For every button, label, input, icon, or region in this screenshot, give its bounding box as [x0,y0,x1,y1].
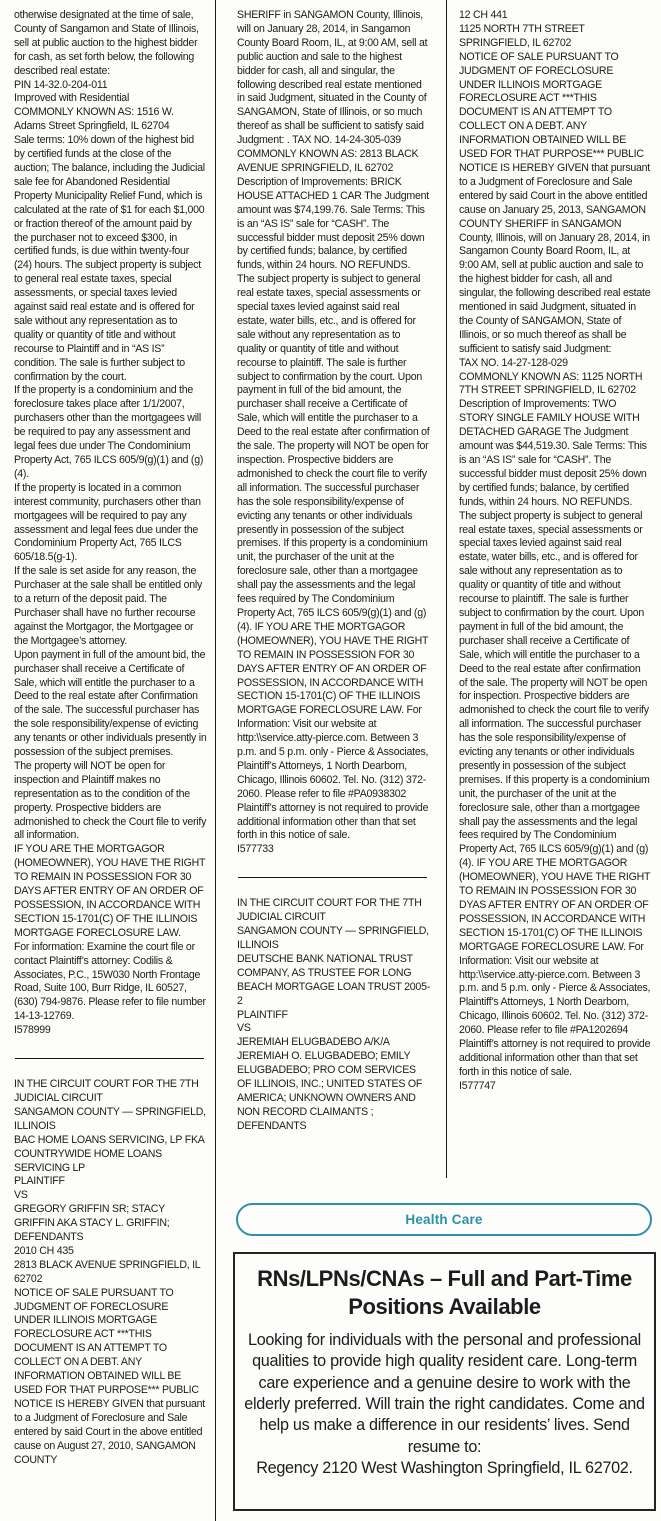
notice-paragraph: 12 CH 441 [459,9,508,21]
notice-paragraph: PIN 14-32.0-204-011 [14,78,108,91]
notice-paragraph: PLAINTIFF [14,1175,65,1188]
notice-paragraph: otherwise designated at the time of sale, County of Sangamon and State of Illinois, sell at public auction to the highest bidder for cash, as set forth below, the following described real estate: [14,9,199,77]
notice-paragraph: I577733 [237,843,274,856]
notice-paragraph: Sale terms: 10% down of the highest bid by certified funds at the close of the auction; The balance, including the Judicial sale fee for Abandoned Residential Property Municipality Relief Fund, which is calculated at the rate of $1 for each $1,000 or fraction thereof of the amount paid by the purchaser not to exceed $300, in certified funds, is due within twenty-four (24) hours. The subject property is subject to general real estate taxes, special assessments, or special taxes levied against said real estate and is offered for sale without any representation as to quality or quantity of title and without recourse to Plaintiff and in “AS IS” condition. The sale is further subject to confirmation by the court. [14,134,205,383]
health-care-section-label: Health Care [405,1212,483,1227]
column-middle [237,9,430,1134]
notice-paragraph: I577747 [459,1079,496,1092]
column-left [14,9,207,1467]
notice-paragraph: DEFENDANTS [237,1119,307,1132]
notice-paragraph: For information: Examine the court file or contact Plaintiff’s attorney: Codilis & Associates, P.C., 15W030 North Frontage Road, Suite 100, Burr Ridge, IL 60527, (630) 794-9876. Please refer to file number 14-13-12769. [14,940,206,1023]
notice-paragraph: IN THE CIRCUIT COURT FOR THE 7TH JUDICIAL CIRCUIT [237,897,422,924]
job-ad-title-line1: RNs/LPNs/CNAs – Full and Part-Time [257,1266,632,1291]
job-ad-body: Looking for individuals with the personal and professional qualities to provide high quality resident care. Long-term care experience and a genuine desire to work with the elderly preferred. Will train the right candidates. Come and help us make a difference in our residents’ lives. Send resume to: [244,1330,645,1456]
notice-paragraph: 2010 CH 435 [14,1244,74,1257]
notice-paragraph: If the property is located in a common interest community, purchasers other than mortgagees will be required to pay any assessment and legal fees due under the Condominium Property Act, 765 ILCS 605/18.5(g-1). [14,481,201,564]
notice-paragraph: JEREMIAH ELUGBADEBO A/K/A JEREMIAH O. ELUGBADEBO; EMILY ELUGBADEBO; PRO COM SERVICES OF ILLINOIS, INC.; UNITED STATES OF AMERICA; UNKNOWN OWNERS AND NON RECORD CLAIMANTS ; [237,1036,423,1118]
notice-paragraph: NOTICE OF SALE PURSUANT TO JUDGMENT OF FORECLOSURE UNDER ILLINOIS MORTGAGE FORECLOSURE ACT ***THIS DOCUMENT IS AN ATTEMPT TO COLLECT ON A DEBT. ANY INFORMATION OBTAINED WILL BE USED FOR THAT PURPOSE*** PUBLIC NOTICE IS HEREBY GIVEN that pursuant to a Judgment of Foreclosure and Sale entered by said Court in the above entitled cause on August 27, 2010, SANGAMON COUNTY [14,1286,205,1466]
notice-paragraph: COMMONLY KNOWN AS: 1125 NORTH 7TH STREET SPRINGFIELD, IL 62702 Description of Improvements: TWO STORY SINGLE FAMILY HOUSE WITH DETACHED GARAGE The Judgment amount was $44,519.30. Sale Terms: This is an “AS IS” sale for “CASH”. The successful bidder must deposit 25% down by certified funds; balance, by certified funds, within 24 hours. NO REFUNDS. The subject property is subject to general real estate taxes, special assessments or special taxes levied against said real estate, water bills, etc., and is offered for sale without any representation as to quality or quantity of title and without recourse to plaintiff. The sale is further subject to confirmation by the court. Upon payment in full of the bid amount, the purchaser shall receive a Certificate of Sale, which will entitle the purchaser to a Deed to the real estate after confirmation of the sale. The property will NOT be open for inspection. Prospective bidders are admonished to check the court file to verify all information. The successful purchaser has the sole responsibility/expense of evicting any tenants or other individuals presently in possession of the subject premises. If this property is a condominium unit, the purchaser of the unit at the foreclosure sale, other than a mortgagee shall pay the assessments and the legal fees required by The Condominium Property Act, 765 ILCS 605/9(g)(1) and (g)(4). IF YOU ARE THE MORTGAGOR (HOMEOWNER), YOU HAVE THE RIGHT TO REMAIN IN POSSESSION FOR 30 DYAS AFTER ENTRY OF AN ORDER OF POSSESSION, IN ACCORDANCE WITH SECTION 15-1701(C) OF THE ILLINOIS MORTGAGE FORECLOSURE LAW. For Information: Visit our website at http:\\service.atty-pierce.com. Between 3 p.m. and 5 p.m. only - Pierce & Associates, Plaintiff’s Attorneys, 1 North Dearborn, Chicago, Illinois 60602. Tel. No. (312) 372-2060. Please refer to file #PA1202694 Plaintiff’s attorney is not required to provide additional information other than that set forth in this notice of sale. [459,370,651,1078]
notice-paragraph: Improved with Residential [14,92,130,105]
column-right [459,9,651,1094]
notice-paragraph: SANGAMON COUNTY — SPRINGFIELD, ILLINOIS [237,925,429,951]
notice-paragraph: BAC HOME LOANS SERVICING, LP FKA COUNTRYWIDE HOME LOANS SERVICING LP [14,1133,205,1174]
health-care-section-banner [236,1203,652,1236]
notice-paragraph: VS [14,1189,28,1202]
notice-paragraph: NOTICE OF SALE PURSUANT TO JUDGMENT OF FORECLOSURE UNDER ILLINOIS MORTGAGE FORECLOSURE ACT ***THIS DOCUMENT IS AN ATTEMPT TO COLLECT ON A DEBT. ANY INFORMATION OBTAINED WILL BE USED FOR THAT PURPOSE*** PUBLIC NOTICE IS HEREBY GIVEN that pursuant to a Judgment of Foreclosure and Sale entered by said Court in the above entitled cause on January 25, 2013, SANGAMON COUNTY SHERIFF in SANGAMON County, Illinois, will on January 28, 2014, in Sangamon County Board Room, IL, at 9:00 AM, sell at public auction and sale to the highest bidder for cash, all and singular, the following described real estate mentioned in said Judgment, situated in the County of SANGAMON, State of Illinois, or so much thereof as shall be sufficient to satisfy said Judgment: [459,50,651,355]
notice-paragraph: IN THE CIRCUIT COURT FOR THE 7TH JUDICIAL CIRCUIT [14,1078,199,1104]
job-ad-box [233,1252,656,1511]
notice-paragraph: GREGORY GRIFFIN SR; STACY GRIFFIN AKA STACY L. GRIFFIN; [14,1203,170,1230]
notice-paragraph: VS [237,1022,251,1035]
notice-paragraph: Upon payment in full of the amount bid, the purchaser shall receive a Certificate of Sale, which will entitle the purchaser to a Deed to the real estate after Confirmation of the sale. The successful purchaser has the sole responsibility/expense of evicting any tenants or other individuals presently in possession of the subject premises. [14,648,207,759]
column-divider-right [446,0,447,1178]
notice-paragraph: TAX NO. 14-27-128-029 [459,356,568,369]
notice-paragraph: 2813 BLACK AVENUE SPRINGFIELD, IL 62702 [14,1258,201,1285]
notice-paragraph: SANGAMON COUNTY — SPRINGFIELD, ILLINOIS [14,1105,206,1132]
notice-paragraph: COMMONLY KNOWN AS: 1516 W. Adams Street Springfield, IL 62704 [14,106,174,133]
job-ad-title-line2: Positions Available [348,1293,541,1319]
notice-separator [238,877,427,878]
job-ad-address: Regency 2120 West Washington Springfield, IL 62702. [256,1459,633,1478]
job-ad-title [257,1265,632,1321]
notice-paragraph: IF YOU ARE THE MORTGAGOR (HOMEOWNER), YOU HAVE THE RIGHT TO REMAIN IN POSSESSION FOR 30 DAYS AFTER ENTRY OF AN ORDER OF POSSESSION, IN ACCORDANCE WITH SECTION 15-1701(C) OF THE ILLINOIS MORTGAGE FORECLOSURE LAW. [14,843,205,939]
notice-paragraph: DEUTSCHE BANK NATIONAL TRUST COMPANY, AS TRUSTEE FOR LONG BEACH MORTGAGE LOAN TRUST 2005-2 [237,952,430,1007]
notice-paragraph: SHERIFF in SANGAMON County, Illinois, will on January 28, 2014, in Sangamon County Board Room, IL, at 9:00 AM, sell at public auction and sale to the highest bidder for cash, all and singular, the following described real estate mentioned in said Judgment, situated in the County of SANGAMON, State of Illinois, or so much thereof as shall be sufficient to satisfy said Judgment: . TAX NO. 14-24-305-039 COMMONLY KNOWN AS: 2813 BLACK AVENUE SPRINGFIELD, IL 62702 Description of Improvements: BRICK HOUSE ATTACHED 1 CAR The Judgment amount was $74,199.76. Sale Terms: This is an “AS IS” sale for “CASH”. The successful bidder must deposit 25% down by certified funds; balance, by certified funds, within 24 hours. NO REFUNDS. The subject property is subject to general real estate taxes, special assessments or special taxes levied against said real estate, water bills, etc., and is offered for sale without any representation as to quality or quantity of title and without recourse to plaintiff. The sale is further subject to confirmation by the court. Upon payment in full of the bid amount, the purchaser shall receive a Certificate of Sale, which will entitle the purchaser to a Deed to the real estate after confirmation of the sale. The property will NOT be open for inspection. Prospective bidders are admonished to check the court file to verify all information. The successful purchaser has the sole responsibility/expense of evicting any tenants or other individuals presently in possession of the subject premises. If this property is a condominium unit, the purchaser of the unit at the foreclosure sale, other than a mortgagee shall pay the assessments and the legal fees required by The Condominium Property Act, 765 ILCS 605/9(g)(1) and (g)(4). IF YOU ARE THE MORTGAGOR (HOMEOWNER), YOU HAVE THE RIGHT TO REMAIN IN POSSESSION FOR 30 DAYS AFTER ENTRY OF AN ORDER OF POSSESSION, IN ACCORDANCE WITH SECTION 15-1701(C) OF THE ILLINOIS MORTGAGE FORECLOSURE LAW. For Information: Visit our website at http:\\service.atty-pierce.com. Between 3 p.m. and 5 p.m. only - Pierce & Associates, Plaintiff’s Attorneys, 1 North Dearborn, Chicago, Illinois 60602. Tel. No. (312) 372-2060. Please refer to file #PA0938302 Plaintiff’s attorney is not required to provide additional information other than that set forth in this notice of sale. [237,9,430,842]
column-divider-left [215,0,216,1521]
notice-paragraph: If the property is a condominium and the foreclosure takes place after 1/1/2007, purchasers other than the mortgagees will be required to pay any assessment and legal fees due under The Condominium Property Act, 765 ILCS 605/9(g)(1) and (g)(4). [14,384,204,480]
notice-paragraph: If the sale is set aside for any reason, the Purchaser at the sale shall be entitled only to a return of the deposit paid. The Purchaser shall have no further recourse against the Mortgagor, the Mortgagee or the Mortgagee’s attorney. [14,565,203,647]
notice-paragraph: PLAINTIFF [237,1008,288,1021]
notice-paragraph: 1125 NORTH 7TH STREET SPRINGFIELD, IL 62702 [459,22,585,49]
notice-paragraph: DEFENDANTS [14,1231,84,1244]
notice-separator [15,1058,204,1059]
notice-paragraph: The property will NOT be open for inspection and Plaintiff makes no representation as to the condition of the property. Prospective bidders are admonished to check the Court file to verify all information. [14,759,207,842]
notice-paragraph: I578999 [14,1024,51,1037]
